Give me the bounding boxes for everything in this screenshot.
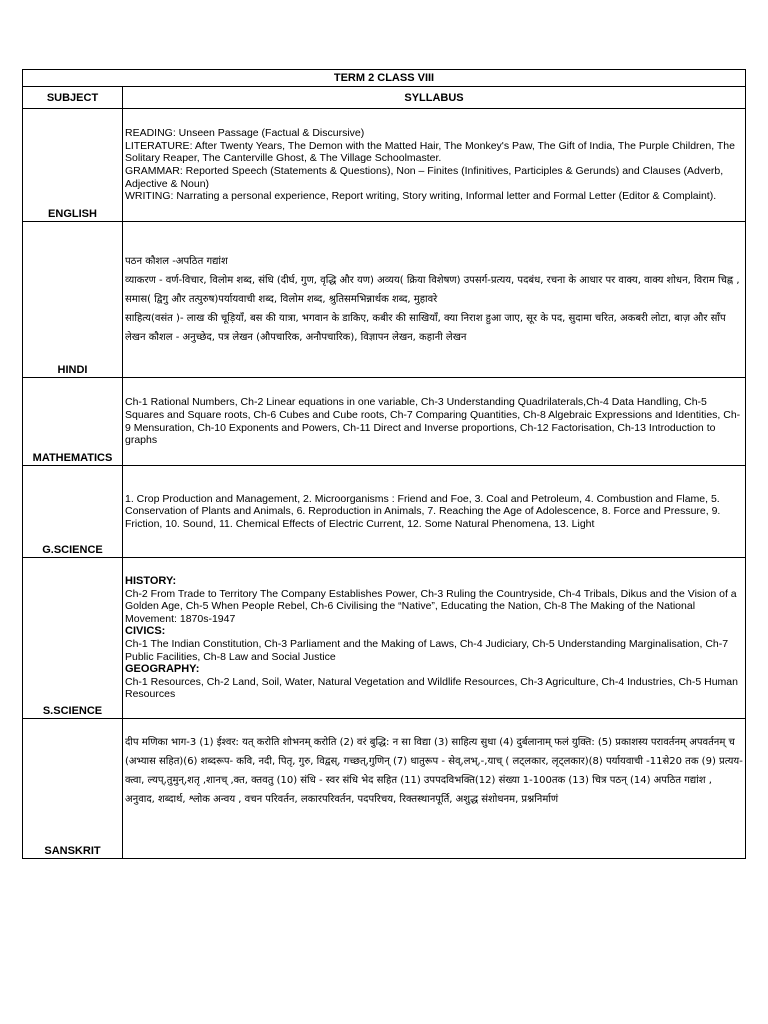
table-row-mathematics bbox=[23, 378, 746, 466]
hindi-grammar: व्याकरण - वर्ण-विचार, विलोम शब्द, संधि (दीर्घ, गुण, वृद्धि और यण) अव्यय( क्रिया विशेषण) उपसर्ग-प्रत्यय, पदबंध, रचना के आधार पर वाक्य, वाक्य शोधन, विराम चिह्न , समास( द्विगु और तत्पुरुष)पर्यायवाची शब्द, विलोम शब्द, श्रुतिसमभिन्नार्थक शब्द, मुहावरे bbox=[125, 275, 740, 305]
english-grammar: GRAMMAR: Reported Speech (Statements & Questions), Non – Finites (Infinitives, Participles & Gerunds) and Clauses (Adverb, Adjective & Noun) bbox=[125, 165, 724, 190]
history-heading: HISTORY: bbox=[125, 575, 177, 588]
hindi-reading: पठन कौशल -अपठित गद्यांश bbox=[125, 256, 228, 267]
table-title: TERM 2 CLASS VIII bbox=[23, 70, 746, 87]
syllabus-gscience: 1. Crop Production and Management, 2. Microorganisms : Friend and Foe, 3. Coal and Petroleum, 4. Combustion and Flame, 5. Conservation of Plants and Animals, 6. Reproduction in Animals, 7. Reaching the Age of Adolescence, 8. Force and Pressure, 9. Friction, 10. Sound, 11. Chemical Effects of Electric Current, 12. Some Natural Phenomena, 13. Light bbox=[123, 466, 746, 558]
civics-heading: CIVICS: bbox=[125, 625, 166, 638]
subject-english: ENGLISH bbox=[23, 109, 123, 222]
syllabus-sanskrit: दीप मणिका भाग-3 (1) ईश्वर: यत् करोति शोभनम् करोति (2) वरं बुद्धि: न सा विद्या (3) साहित्य सुधा (4) दुर्बलानाम् फलं युक्ति: (5) प्रकाशस्य परावर्तनम् अपवर्तनम् च (अभ्यास सहित)(6) शब्दरूप- कवि, नदी, पितृ, गुरु, विद्वस्, गच्छत्,गुणिन् (7) धातुरूप - सेव्,लभ्,-,याच् ( लट्लकार, लृट्लकार)(8) पर्यायवाची -11से20 तक (9) प्रत्यय- क्त्वा, ल्यप्,तुमुन्,शतृ ,शानच् ,क्त, क्तवतु (10) संधि - स्वर संधि भेद सहित (11) उपपदविभक्ति(12) संख्या 1-100तक (13) चित्र पठन् (14) अपठित गद्यांश , अनुवाद, शब्दार्थ, श्लोक अन्वय , वचन परिवर्तन, लकारपरिवर्तन, पदपरिचय, रिक्तस्थानपूर्ति, अशुद्ध संशोधनम, प्रश्ननिर्माणं bbox=[123, 719, 746, 859]
geography-text: Ch-1 Resources, Ch-2 Land, Soil, Water, Natural Vegetation and Wildlife Resources, Ch-3 Agriculture, Ch-4 Industries, Ch-5 Human Resources bbox=[125, 675, 738, 701]
geography-heading: GEOGRAPHY: bbox=[125, 663, 200, 676]
hindi-literature: साहित्य(वसंत )- लाख की चूड़ियाँ, बस की यात्रा, भगवान के डाकिए, कबीर की साखियाँ, क्या निराश हुआ जाए, सूर के पद, सुदामा चरित, अकबरी लोटा, बाज़ और साँप bbox=[125, 313, 726, 324]
subject-header: SUBJECT bbox=[23, 87, 123, 109]
hindi-writing: लेखन कौशल - अनुच्छेद, पत्र लेखन (औपचारिक, अनौपचारिक), विज्ञापन लेखन, कहानी लेखन bbox=[125, 332, 467, 343]
subject-sscience: S.SCIENCE bbox=[23, 558, 123, 719]
english-reading: READING: Unseen Passage (Factual & Discursive) bbox=[125, 127, 365, 140]
subject-gscience: G.SCIENCE bbox=[23, 466, 123, 558]
subject-mathematics: MATHEMATICS bbox=[23, 378, 123, 466]
syllabus-table bbox=[22, 69, 746, 859]
syllabus-header: SYLLABUS bbox=[123, 87, 746, 109]
subject-hindi: HINDI bbox=[23, 222, 123, 378]
english-literature: LITERATURE: After Twenty Years, The Demon with the Matted Hair, The Monkey's Paw, The Gift of India, The Purple Children, The Solitary Reaper, The Canterville Ghost, & The Village Schoolmaster. bbox=[125, 139, 735, 165]
civics-text: Ch-1 The Indian Constitution, Ch-3 Parliament and the Making of Laws, Ch-4 Judiciary, Ch-5 Understanding Marginalisation, Ch-7 Public Facilities, Ch-8 Law and Social Justice bbox=[125, 638, 729, 663]
table-row-english bbox=[23, 109, 746, 222]
history-text: Ch-2 From Trade to Territory The Company Establishes Power, Ch-3 Ruling the Countryside, Ch-4 Tribals, Dikus and the Vision of a Golden Age, Ch-5 When People Rebel, Ch-6 Civilising the “Native”, Educating the Nation, Ch-8 The Making of the National Movement: 1870s-1947 bbox=[125, 587, 737, 625]
syllabus-hindi bbox=[123, 222, 746, 378]
syllabus-sscience bbox=[123, 558, 746, 719]
table-row-sanskrit bbox=[23, 719, 746, 859]
english-writing: WRITING: Narrating a personal experience, Report writing, Story writing, Informal letter and Formal Letter (Editor & Complaint). bbox=[125, 190, 717, 203]
table-row-sscience bbox=[23, 558, 746, 719]
subject-sanskrit: SANSKRIT bbox=[23, 719, 123, 859]
syllabus-english bbox=[123, 109, 746, 222]
syllabus-mathematics: Ch-1 Rational Numbers, Ch-2 Linear equations in one variable, Ch-3 Understanding Quadrilaterals,Ch-4 Data Handling, Ch-5 Squares and Square roots, Ch-6 Cubes and Cube roots, Ch-7 Comparing Quantities, Ch-8 Algebraic Expressions and Identities, Ch-9 Mensuration, Ch-10 Exponents and Powers, Ch-11 Direct and Inverse proportions, Ch-12 Factorisation, Ch-13 Introduction to graphs bbox=[123, 378, 746, 466]
table-row-gscience bbox=[23, 466, 746, 558]
table-row-hindi bbox=[23, 222, 746, 378]
